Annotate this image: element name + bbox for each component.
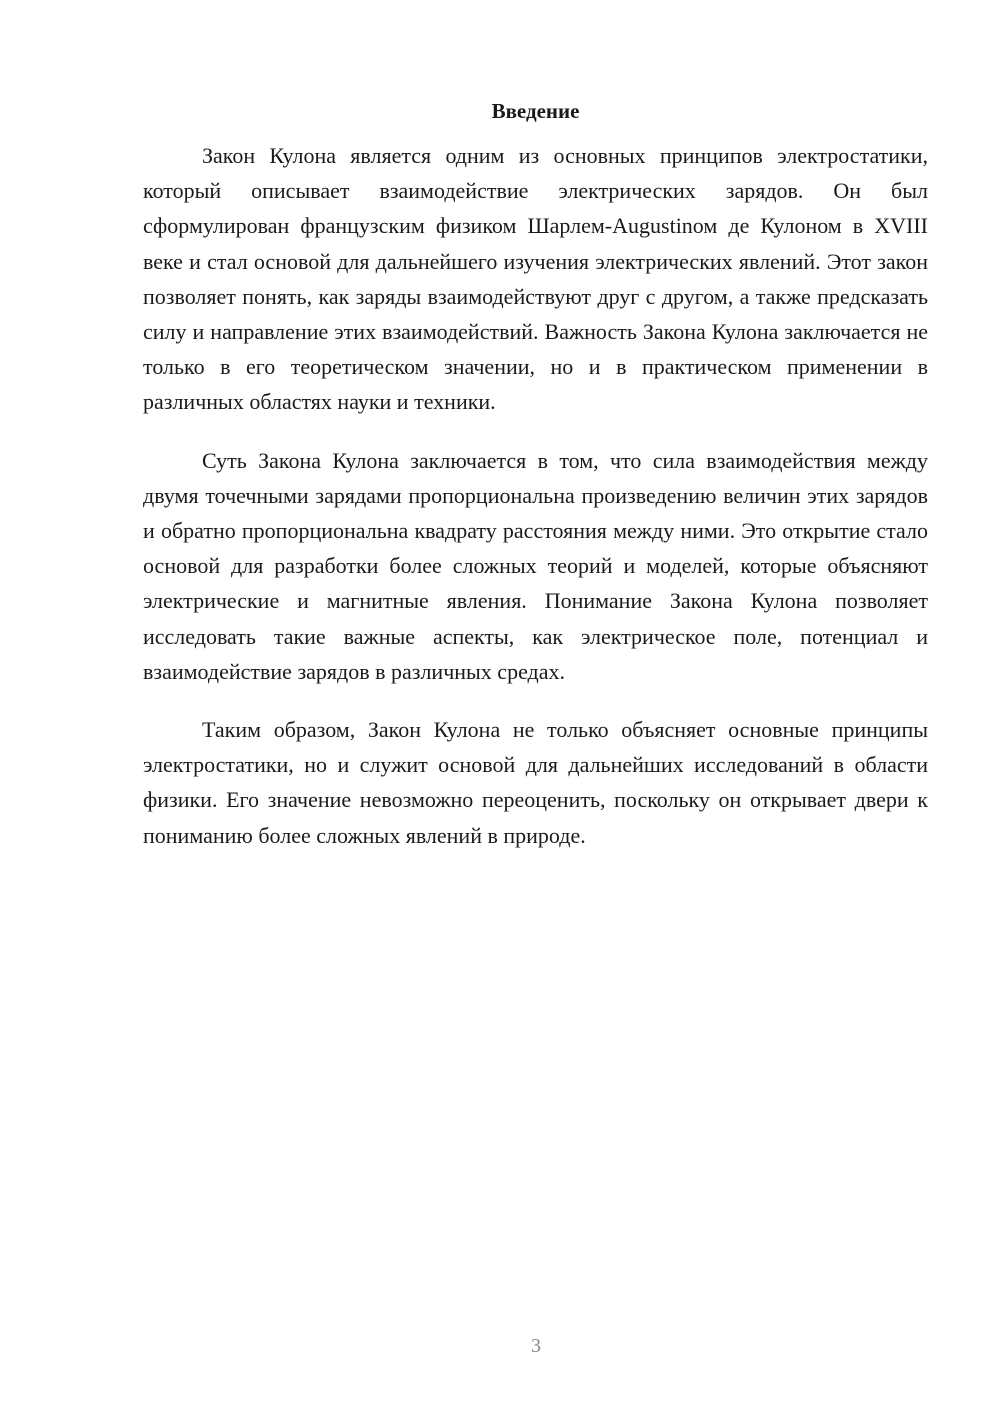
paragraph-intro: Закон Кулона является одним из основных принципов электростатики, который описывает взаимодействие электрических зарядов. Он был сформулирован французским физиком Шарлем-Augustinом де Кулоном в XVIII веке и стал основой для дальнейшего изучения электрических явлений. Этот закон позволяет понять, как заряды взаимодействуют друг с другом, а также предсказать силу и направление этих взаимодействий. Важность Закона Кулона заключается не только в его теоретическом значении, но и в практическом применении в различных областях науки и техники. xyxy=(143,143,928,415)
paragraph-essence: Суть Закона Кулона заключается в том, что сила взаимодействия между двумя точечными зарядами пропорциональна произведению величин этих зарядов и обратно пропорциональна квадрату расстояния между ними. Это открытие стало основой для разработки более сложных теорий и моделей, которые объясняют электрические и магнитные явления. Понимание Закона Кулона позволяет исследовать такие важные аспекты, как электрическое поле, потенциал и взаимодействие зарядов в различных средах. xyxy=(143,447,928,684)
page-title: Введение xyxy=(491,99,580,123)
page-number: 3 xyxy=(531,1335,541,1357)
page-content xyxy=(143,94,928,876)
paragraph-conclusion: Таким образом, Закон Кулона не только объясняет основные принципы электростатики, но и служит основой для дальнейших исследований в области физики. Его значение невозможно переоценить, поскольку он открывает двери к пониманию более сложных явлений в природе. xyxy=(143,717,928,848)
